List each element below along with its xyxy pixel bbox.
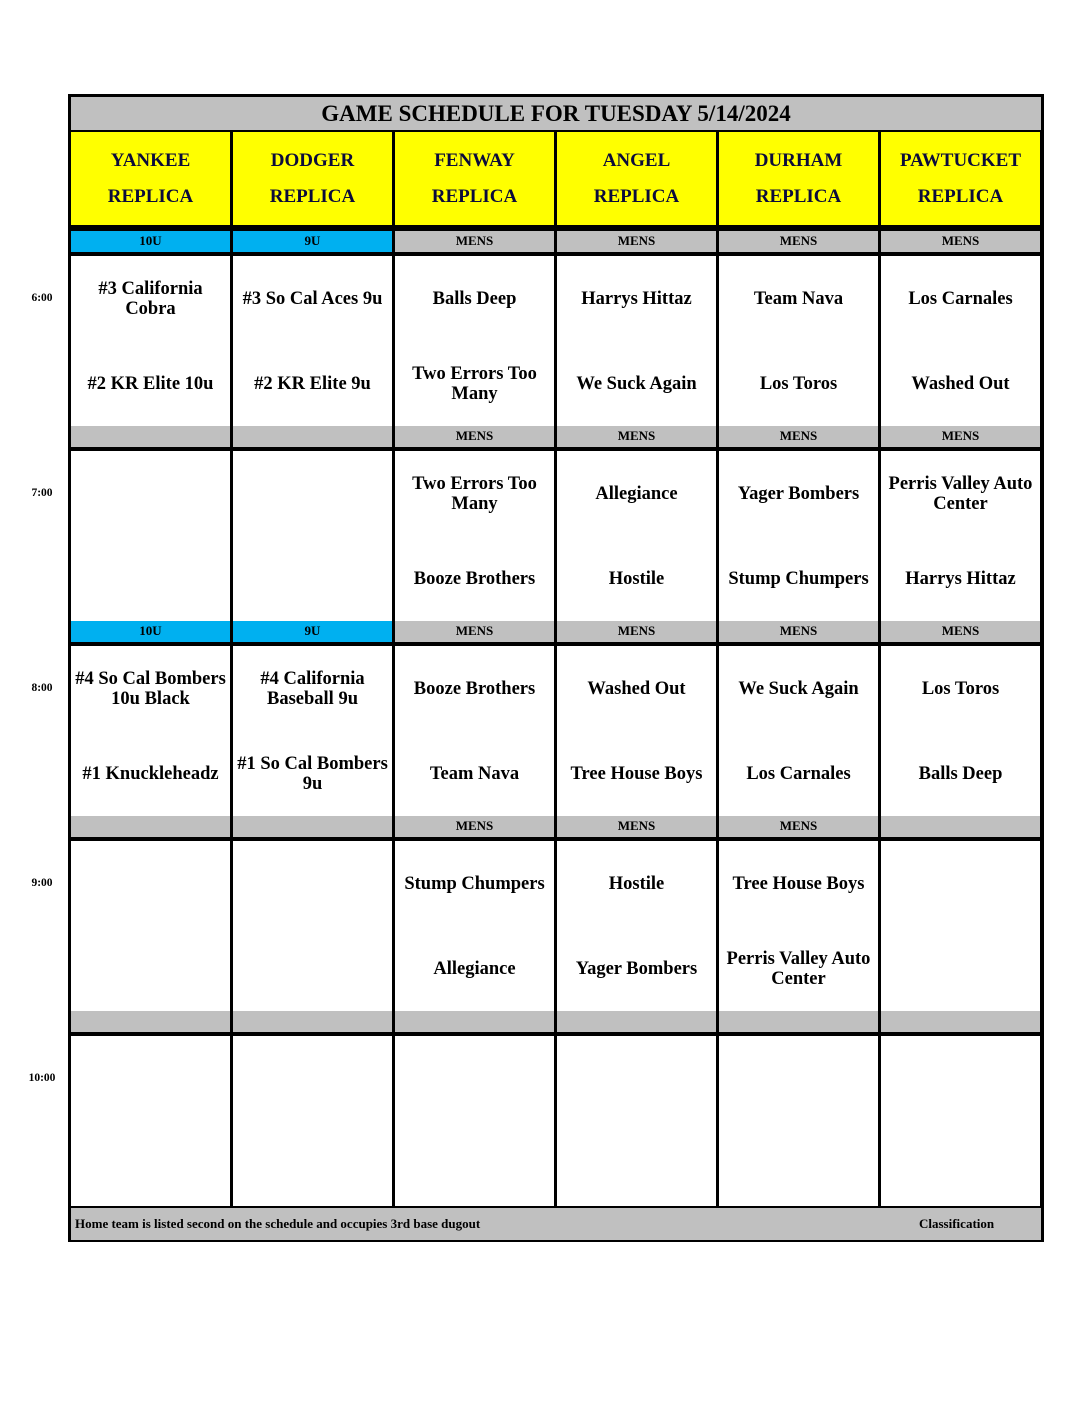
division-label: 10U (71, 621, 230, 642)
game-slot (233, 451, 392, 621)
home-team: Two Errors Too Many (412, 363, 537, 404)
game-slot (71, 1036, 230, 1206)
field-name: FENWAY (434, 150, 515, 172)
game-slot (557, 841, 716, 1011)
game-slot (233, 256, 392, 426)
away-team (233, 1036, 392, 1122)
division-label: MENS (395, 816, 554, 837)
field-type: REPLICA (755, 185, 842, 207)
game-slot (71, 256, 230, 426)
division-label: MENS (719, 426, 878, 447)
field-type: REPLICA (431, 185, 518, 207)
away-team: #4 So Cal Bombers 10u Black (75, 668, 226, 709)
field-header-angel (557, 132, 716, 225)
division-label: MENS (557, 621, 716, 642)
away-team: Team Nava (753, 288, 844, 309)
division-label: MENS (395, 231, 554, 252)
away-team: Los Carnales (908, 288, 1013, 309)
away-team (395, 1036, 554, 1122)
home-team (557, 1122, 716, 1206)
game-slot (395, 841, 554, 1011)
home-team (881, 1122, 1040, 1206)
home-team: #1 Knuckleheadz (82, 763, 219, 784)
game-slot (557, 1036, 716, 1206)
division-label (71, 1011, 230, 1032)
game-slot (719, 646, 878, 816)
division-label: MENS (881, 231, 1040, 252)
away-team: #3 So Cal Aces 9u (242, 288, 383, 309)
game-slot (395, 256, 554, 426)
away-team (233, 451, 392, 537)
home-team (71, 1122, 230, 1206)
game-slot (881, 841, 1040, 1011)
footer-note: Home team is listed second on the schedule and occupies 3rd base dugout (71, 1208, 1041, 1240)
division-label: MENS (881, 426, 1040, 447)
away-team: Tree House Boys (732, 873, 865, 894)
division-label: MENS (395, 621, 554, 642)
away-team: Washed Out (587, 678, 686, 699)
time-label: 9:00 (31, 877, 53, 889)
game-slot (881, 1036, 1040, 1206)
field-type: REPLICA (917, 185, 1004, 207)
home-team: Washed Out (911, 373, 1010, 394)
home-team: #2 KR Elite 9u (254, 373, 371, 394)
home-team (719, 1122, 878, 1206)
home-team: Yager Bombers (575, 958, 698, 979)
away-team (881, 841, 1040, 927)
away-team: Balls Deep (432, 288, 517, 309)
division-label: MENS (719, 231, 878, 252)
schedule-title: GAME SCHEDULE FOR TUESDAY 5/14/2024 (71, 97, 1041, 130)
home-team (233, 927, 392, 1011)
home-team: We Suck Again (576, 373, 697, 394)
home-team (233, 537, 392, 621)
division-label: MENS (881, 621, 1040, 642)
game-slot (557, 451, 716, 621)
home-team: #2 KR Elite 10u (87, 373, 214, 394)
division-label: MENS (557, 816, 716, 837)
division-label (233, 816, 392, 837)
division-label (557, 1011, 716, 1032)
away-team (557, 1036, 716, 1122)
away-team: Hostile (608, 873, 665, 894)
home-team (233, 1122, 392, 1206)
division-label: MENS (557, 426, 716, 447)
game-slot (71, 451, 230, 621)
division-label (719, 1011, 878, 1032)
away-team: Harrys Hittaz (581, 288, 692, 309)
division-label (71, 426, 230, 447)
home-team: Allegiance (433, 958, 516, 979)
away-team: #3 California Cobra (98, 278, 203, 319)
away-team (233, 841, 392, 927)
division-label (881, 1011, 1040, 1032)
game-slot (557, 256, 716, 426)
away-team (719, 1036, 878, 1122)
game-slot (395, 646, 554, 816)
home-team: Harrys Hittaz (905, 568, 1016, 589)
division-label (233, 1011, 392, 1032)
division-label: MENS (395, 426, 554, 447)
away-team: Stump Chumpers (404, 873, 545, 894)
home-team (395, 1122, 554, 1206)
division-label (881, 816, 1040, 837)
field-header-pawtucket (881, 132, 1040, 225)
division-label: MENS (557, 231, 716, 252)
away-team (71, 841, 230, 927)
away-team: Allegiance (595, 483, 678, 504)
away-team (71, 1036, 230, 1122)
time-label: 10:00 (28, 1072, 56, 1084)
field-header-yankee (71, 132, 230, 225)
game-slot (719, 256, 878, 426)
away-team: Perris Valley Auto Center (888, 473, 1033, 514)
away-team: We Suck Again (738, 678, 859, 699)
home-team: Stump Chumpers (728, 568, 869, 589)
time-label: 8:00 (31, 682, 53, 694)
field-name: DURHAM (754, 150, 843, 172)
game-slot (233, 646, 392, 816)
game-slot (719, 451, 878, 621)
away-team: Yager Bombers (737, 483, 860, 504)
home-team: #1 So Cal Bombers 9u (237, 753, 388, 794)
field-name: ANGEL (602, 150, 671, 172)
time-label: 6:00 (31, 292, 53, 304)
home-team: Perris Valley Auto Center (726, 948, 871, 989)
away-team: Los Toros (921, 678, 1000, 699)
field-name: YANKEE (110, 150, 191, 172)
division-label: 9U (233, 621, 392, 642)
division-label: MENS (719, 621, 878, 642)
away-team: Booze Brothers (413, 678, 536, 699)
game-slot (557, 646, 716, 816)
home-team (71, 927, 230, 1011)
home-team: Balls Deep (918, 763, 1003, 784)
home-team: Team Nava (429, 763, 520, 784)
game-slot (233, 1036, 392, 1206)
field-header-durham (719, 132, 878, 225)
footer-legend: Classification (919, 1216, 995, 1231)
division-label: 9U (233, 231, 392, 252)
game-slot (719, 1036, 878, 1206)
field-header-fenway (395, 132, 554, 225)
game-slot (881, 256, 1040, 426)
time-label: 7:00 (31, 487, 53, 499)
field-type: REPLICA (107, 185, 194, 207)
division-label (395, 1011, 554, 1032)
home-team (71, 537, 230, 621)
game-slot (395, 451, 554, 621)
field-header-dodger (233, 132, 392, 225)
field-name: PAWTUCKET (899, 150, 1022, 172)
division-label (71, 816, 230, 837)
game-slot (233, 841, 392, 1011)
division-label: 10U (71, 231, 230, 252)
away-team: #4 California Baseball 9u (260, 668, 365, 709)
game-slot (881, 646, 1040, 816)
home-team: Los Carnales (746, 763, 851, 784)
division-label: MENS (719, 816, 878, 837)
home-team (881, 927, 1040, 1011)
division-label (233, 426, 392, 447)
away-team: Two Errors Too Many (412, 473, 537, 514)
home-team: Los Toros (759, 373, 838, 394)
field-name: DODGER (270, 150, 355, 172)
home-team: Hostile (608, 568, 665, 589)
schedule-table (68, 94, 1044, 1242)
field-type: REPLICA (593, 185, 680, 207)
field-type: REPLICA (269, 185, 356, 207)
away-team (71, 451, 230, 537)
game-slot (395, 1036, 554, 1206)
game-slot (71, 646, 230, 816)
home-team: Booze Brothers (413, 568, 536, 589)
away-team (881, 1036, 1040, 1122)
game-slot (881, 451, 1040, 621)
game-slot (719, 841, 878, 1011)
home-team: Tree House Boys (570, 763, 703, 784)
game-slot (71, 841, 230, 1011)
